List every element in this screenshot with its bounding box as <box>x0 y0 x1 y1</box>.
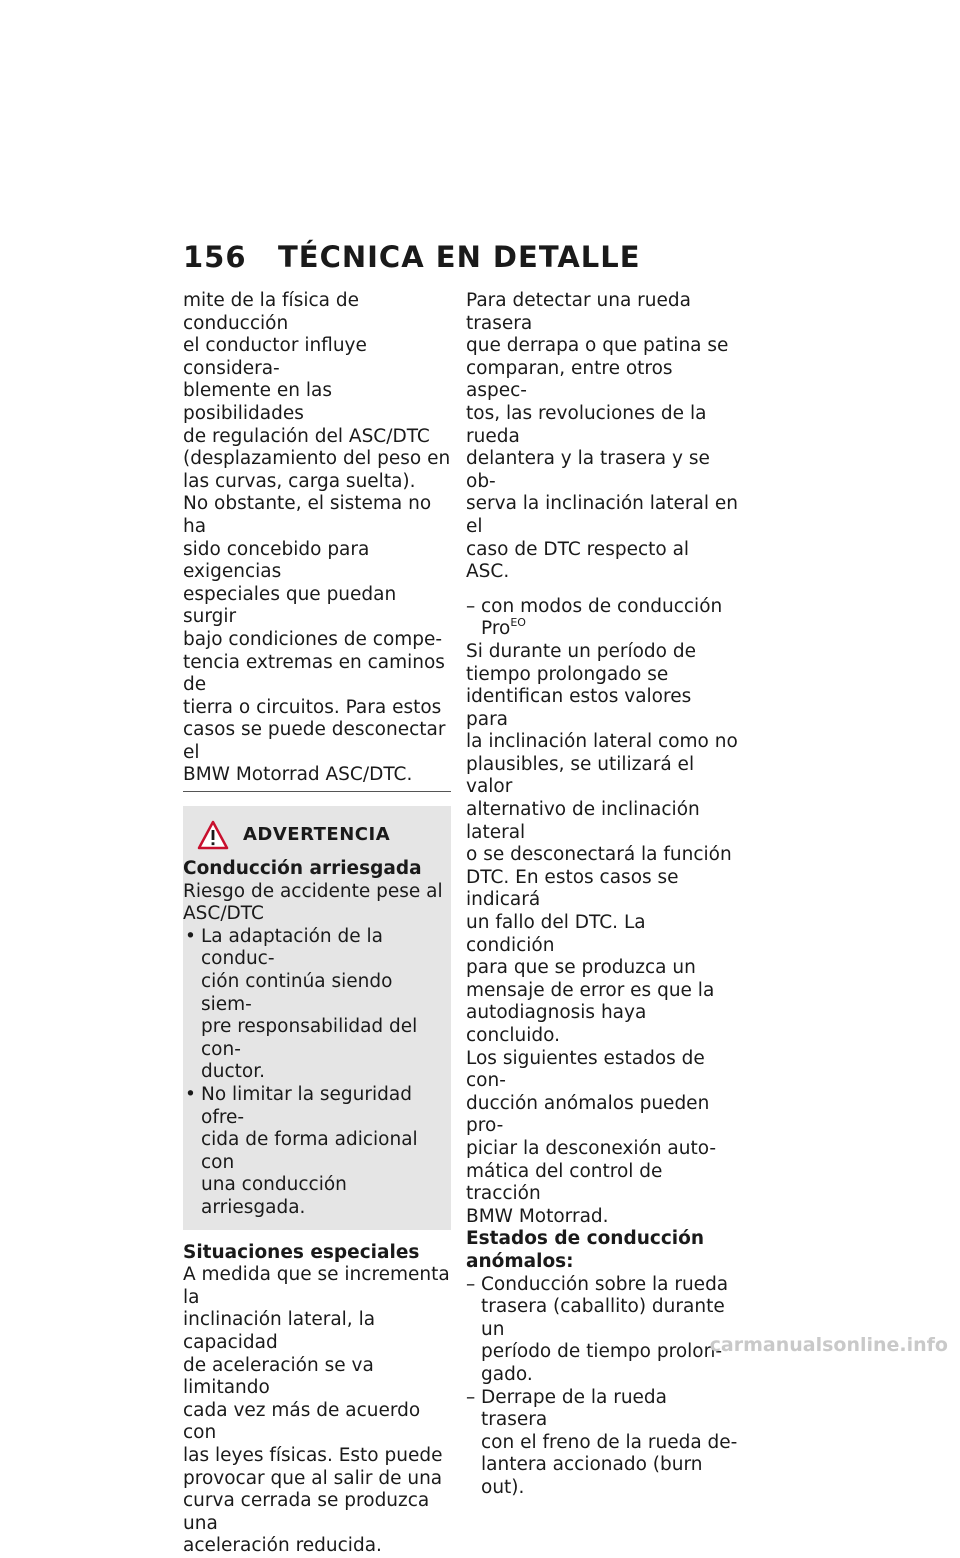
bullet-marker: • <box>185 925 196 947</box>
text-line: gado. <box>481 1363 533 1385</box>
text-line: piciar la desconexión auto- <box>466 1137 717 1159</box>
intro-text <box>183 290 451 787</box>
text-line: serva la inclinación lateral en el <box>466 493 738 537</box>
text-line: tencia extremas en caminos de <box>183 651 445 696</box>
text-line: aceleración reducida. <box>183 1535 382 1557</box>
text-line: identifican estos valores para <box>466 686 692 730</box>
text-line: caso de DTC respecto al ASC. <box>466 538 690 583</box>
state-item <box>466 1274 738 1387</box>
text-line: curva cerrada se produzca una <box>183 1490 430 1534</box>
warning-box <box>183 806 451 1230</box>
bullet-item <box>183 926 449 1084</box>
text-line: un fallo del DTC. La condición <box>466 912 646 956</box>
dash-marker: – <box>466 1273 476 1295</box>
section-heading: Situaciones especiales <box>183 1241 420 1263</box>
text-line: ducción anómalos pueden pro- <box>466 1092 710 1137</box>
text-line: Conducción sobre la rueda <box>481 1273 729 1295</box>
text-line: blemente en las posibilidades <box>183 380 333 424</box>
text-line: tiempo prolongado se <box>466 663 669 685</box>
mode-item <box>466 596 738 641</box>
text-line: período de tiempo prolon- <box>481 1341 722 1363</box>
text-line: las curvas, carga suelta). <box>183 470 416 492</box>
spacer <box>183 1230 451 1242</box>
dash-marker: – <box>466 595 476 617</box>
divider <box>183 791 451 792</box>
text-line: especiales que puedan surgir <box>183 583 397 628</box>
text-line: comparan, entre otros aspec- <box>466 357 673 402</box>
text-line: cada vez más de acuerdo con <box>183 1399 421 1444</box>
text-line: inclinación lateral, la capacidad <box>183 1309 376 1353</box>
right-column <box>466 290 738 1499</box>
text-line: provocar que al salir de una <box>183 1467 443 1489</box>
detection-text <box>466 290 738 584</box>
text-line: tos, las revoluciones de la rueda <box>466 402 707 447</box>
text-line: ductor. <box>201 1061 266 1083</box>
text-line: mite de la física de conducción <box>183 290 359 334</box>
text-line: pre responsabilidad del con- <box>201 1016 418 1060</box>
special-text <box>183 1264 451 1558</box>
text-line: No obstante, el sistema no ha <box>183 493 432 537</box>
warning-title: ADVERTENCIA <box>243 823 391 845</box>
warning-header <box>183 820 451 850</box>
chapter-title: TÉCNICA EN DETALLE <box>278 240 641 274</box>
state-item <box>466 1387 738 1500</box>
bullet-item <box>183 1084 449 1220</box>
mode-name <box>481 618 722 641</box>
text-line: de regulación del ASC/DTC <box>183 425 430 447</box>
text-line: ción continúa siendo siem- <box>201 971 393 1015</box>
text-line: autodiagnosis haya concluido. <box>466 1002 647 1046</box>
text-line: que derrapa o que patina se <box>466 335 729 357</box>
text-line: bajo condiciones de compe- <box>183 628 443 650</box>
text-line: plausibles, se utilizará el valor <box>466 753 695 798</box>
text-line: casos se puede desconectar el <box>183 719 446 763</box>
text-line: la inclinación lateral como no <box>466 731 738 753</box>
mode-superscript: EO <box>510 616 526 630</box>
text-line: mática del control de tracción <box>466 1160 663 1205</box>
text-line: para que se produzca un <box>466 957 696 979</box>
text-line: (desplazamiento del peso en <box>183 448 451 470</box>
section-heading: Estados de conducción <box>466 1228 705 1250</box>
text-line: mensaje de error es que la <box>466 979 715 1001</box>
text-line: el conductor influye considera- <box>183 335 367 379</box>
text-line: La adaptación de la conduc- <box>201 925 383 970</box>
section-heading: anómalos: <box>466 1250 574 1272</box>
dash-marker: – <box>466 1386 476 1408</box>
text-line: o se desconectará la función <box>466 844 732 866</box>
text-line: lantera accionado (burn out). <box>481 1454 703 1498</box>
text-line: de aceleración se va limitando <box>183 1354 374 1399</box>
spacer <box>466 584 738 596</box>
text-line: con modos de conducción <box>481 595 723 617</box>
text-line: las leyes físicas. Esto puede <box>183 1444 443 1466</box>
page-header <box>183 240 641 280</box>
warning-subtitle: Conducción arriesgada <box>183 858 422 880</box>
fallback-text <box>466 641 738 1228</box>
text-line: trasera (caballito) durante un <box>481 1296 725 1340</box>
text-line: Derrape de la rueda trasera <box>481 1386 668 1431</box>
text-line: Riesgo de accidente pese al <box>183 880 443 902</box>
text-line: alternativo de inclinación lateral <box>466 799 700 843</box>
text-line: una conducción arriesgada. <box>201 1174 347 1218</box>
bullet-marker: • <box>185 1084 196 1105</box>
text-line: tierra o circuitos. Para estos <box>183 696 442 718</box>
text-line: No limitar la seguridad ofre- <box>201 1084 412 1128</box>
text-line: sido concebido para exigencias <box>183 538 370 583</box>
watermark: carmanualsonline.info <box>709 1334 948 1356</box>
text-line: BMW Motorrad. <box>466 1205 609 1227</box>
text-line: Los siguientes estados de con- <box>466 1047 705 1092</box>
text-line: cida de forma adicional con <box>201 1129 418 1173</box>
text-line: con el freno de la rueda de- <box>481 1431 738 1453</box>
text-line: Para detectar una rueda trasera <box>466 290 691 334</box>
page-number: 156 <box>183 240 247 274</box>
warning-triangle-icon <box>197 820 229 850</box>
text-line: DTC. En estos casos se indicará <box>466 866 679 911</box>
text-line: delantera y la trasera y se ob- <box>466 448 710 492</box>
left-column <box>183 290 451 1558</box>
text-line: BMW Motorrad ASC/DTC. <box>183 764 413 786</box>
text-line: ASC/DTC <box>183 903 264 925</box>
warning-body <box>183 850 451 1220</box>
text-line: A medida que se incrementa la <box>183 1264 450 1308</box>
text-line: Si durante un período de <box>466 640 697 662</box>
mode-label: Pro <box>481 618 511 640</box>
